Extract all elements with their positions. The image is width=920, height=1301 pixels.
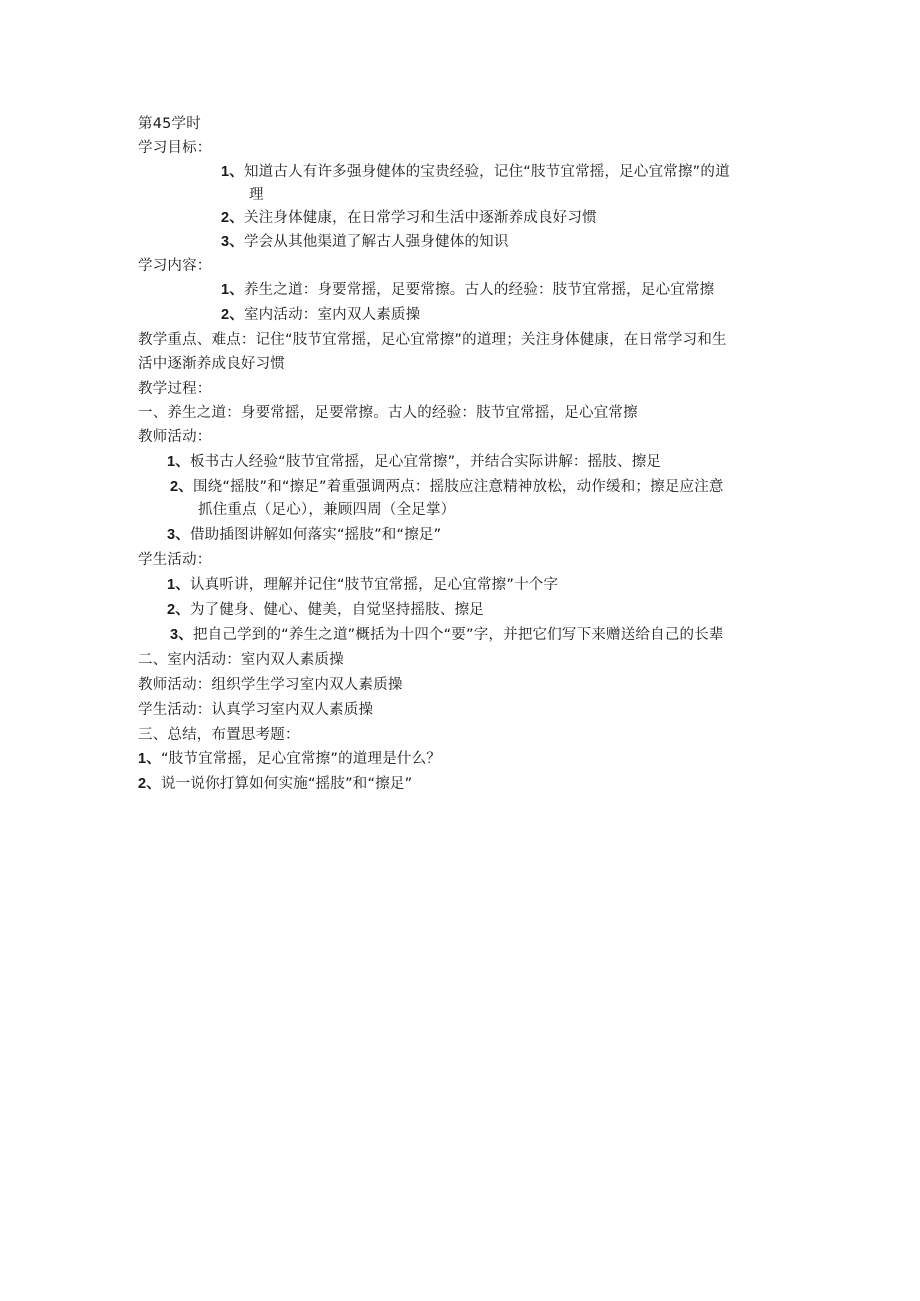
- teacher-activity-item: [167, 452, 661, 472]
- item-number: 2、: [167, 602, 190, 618]
- teacher-activity-item: [167, 525, 441, 545]
- question-item: [138, 774, 412, 794]
- item-number: 1、: [221, 164, 244, 180]
- item-text: 认真听讲，理解并记住“肢节宜常摇，足心宜常擦”十个字: [189, 577, 559, 593]
- item-number: 2、: [221, 210, 244, 226]
- item-text: 把自己学到的“养生之道”概括为十四个“要”字，并把它们写下来赠送给自己的长辈: [192, 627, 724, 643]
- item-text: 室内活动：室内双人素质操: [243, 307, 421, 323]
- item-text: 知道古人有许多强身健体的宝贵经验，记住“肢节宜常摇，足心宜常擦”的道: [243, 164, 730, 180]
- teacher-heading: 教师活动：: [138, 429, 212, 445]
- item-number: 1、: [138, 751, 161, 767]
- objective-item-continuation: 理: [249, 187, 264, 203]
- item-text: 学会从其他渠道了解古人强身健体的知识: [243, 234, 509, 250]
- item-number: 2、: [221, 307, 244, 323]
- item-number: 1、: [167, 577, 190, 593]
- section2-student-line: 学生活动：认真学习室内双人素质操: [138, 702, 374, 718]
- key-points-line: 活中逐渐养成良好习惯: [138, 356, 285, 372]
- item-number: 3、: [221, 234, 244, 250]
- objective-item: [221, 232, 509, 252]
- item-text: 关注身体健康，在日常学习和生活中逐渐养成良好习惯: [243, 210, 597, 226]
- student-activity-item: [167, 600, 484, 620]
- key-points-line: 教学重点、难点：记住“肢节宜常摇，足心宜常擦”的道理；关注身体健康，在日常学习和生: [138, 332, 727, 348]
- content-item: [221, 305, 420, 325]
- content-heading: 学习内容：: [138, 258, 212, 274]
- section-title: 三、总结，布置思考题：: [138, 727, 300, 743]
- item-text: 养生之道：身要常摇，足要常擦。古人的经验：肢节宜常摇，足心宜常擦: [243, 282, 715, 298]
- process-heading: 教学过程：: [138, 381, 212, 397]
- objectives-heading: 学习目标：: [138, 140, 212, 156]
- item-text: 说一说你打算如何实施“摇肢”和“擦足”: [160, 776, 413, 792]
- teacher-activity-continuation: 抓住重点（足心），兼顾四周（全足掌）: [198, 502, 456, 518]
- item-number: 1、: [221, 282, 244, 298]
- item-number: 1、: [167, 454, 190, 470]
- item-text: 为了健身、健心、健美，自觉坚持摇肢、擦足: [189, 602, 484, 618]
- student-activity-item: [167, 575, 558, 595]
- lesson-title: 第45学时: [138, 116, 201, 132]
- section-title: 一、养生之道：身要常摇，足要常擦。古人的经验：肢节宜常摇，足心宜常擦: [138, 405, 638, 421]
- section2-teacher-line: 教师活动：组织学生学习室内双人素质操: [138, 677, 403, 693]
- content-item: [221, 280, 714, 300]
- student-heading: 学生活动：: [138, 552, 212, 568]
- item-number: 2、: [138, 776, 161, 792]
- item-text: “肢节宜常摇，足心宜常擦”的道理是什么？: [160, 751, 441, 767]
- item-number: 2、: [170, 479, 193, 495]
- item-text: 板书古人经验“肢节宜常摇，足心宜常擦”，并结合实际讲解：摇肢、擦足: [189, 454, 662, 470]
- student-activity-item: [170, 625, 724, 645]
- teacher-activity-item: [170, 477, 724, 497]
- item-text: 借助插图讲解如何落实“摇肢”和“擦足”: [189, 527, 442, 543]
- question-item: [138, 749, 441, 769]
- section-title: 二、室内活动：室内双人素质操: [138, 652, 344, 668]
- item-text: 围绕“摇肢”和“擦足”着重强调两点：摇肢应注意精神放松，动作缓和；擦足应注意: [192, 479, 724, 495]
- item-number: 3、: [170, 627, 193, 643]
- objective-item: [221, 162, 730, 182]
- objective-item: [221, 208, 597, 228]
- item-number: 3、: [167, 527, 190, 543]
